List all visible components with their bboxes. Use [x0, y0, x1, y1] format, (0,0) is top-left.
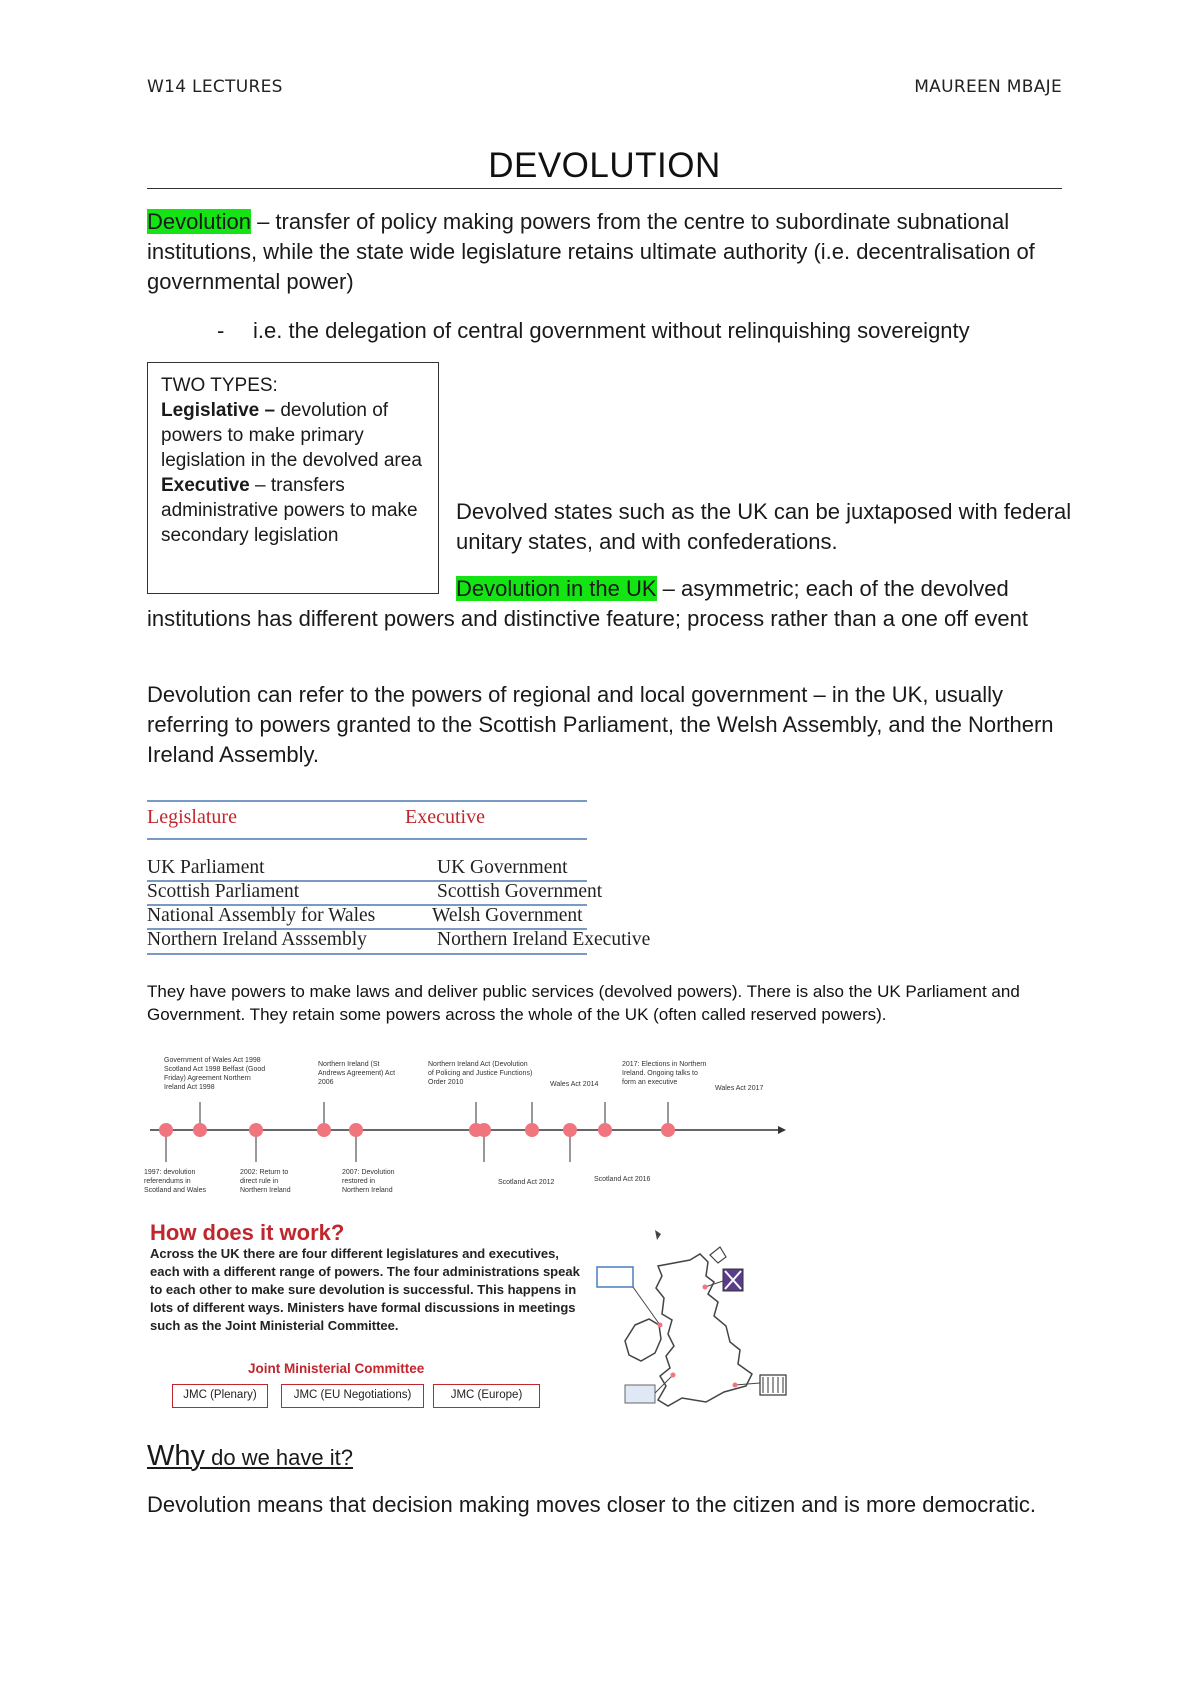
page-title: DEVOLUTION	[488, 146, 721, 185]
header-course: W14 LECTURES	[147, 77, 283, 97]
two-types-box	[147, 362, 439, 594]
why-rest: do we have it?	[205, 1445, 353, 1470]
uk-devolution-paragraph	[147, 574, 1067, 634]
timeline-dot	[661, 1123, 675, 1137]
table-header-legislature: Legislature	[147, 806, 237, 828]
highlight-uk-devolution: Devolution in the UK	[456, 576, 657, 601]
timeline-label: 2007: Devolution restored in Northern Ireland	[342, 1169, 395, 1194]
intro-text: – transfer of policy making powers from the centre to subordinate subnational institutions, while the state wide legislature retains ultimate authority (i.e. decentralisation of governmental power)	[147, 209, 1035, 294]
timeline-label: 2002: Return to direct rule in Northern Ireland	[240, 1169, 291, 1194]
jmc-eu-negotiations-box: JMC (EU Negotiations)	[281, 1384, 424, 1408]
legislative-term: Legislative –	[161, 400, 276, 421]
timeline-label: Northern Ireland (St Andrews Agreement) Act 2006	[318, 1061, 396, 1086]
timeline-dot	[193, 1123, 207, 1137]
table-header-executive: Executive	[405, 806, 485, 828]
timeline-arrow-icon	[778, 1126, 786, 1134]
timeline-label: Wales Act 2017	[715, 1085, 764, 1092]
timeline-dot	[598, 1123, 612, 1137]
header-author: MAUREEN MBAJE	[914, 77, 1062, 97]
timeline-dot	[477, 1123, 491, 1137]
timeline-dot	[349, 1123, 363, 1137]
types-heading: TWO TYPES:	[161, 375, 278, 396]
timeline-dot	[525, 1123, 539, 1137]
timeline-label: 2017: Elections in Northern Ireland. Ongoing talks to form an executive	[622, 1061, 707, 1086]
uk-map-icon	[595, 1225, 795, 1425]
title-underline	[147, 188, 1062, 189]
table-cell: Northern Ireland Executive	[437, 929, 651, 950]
executive-text: – transfers administrative powers to make secondary legislation	[161, 475, 418, 546]
timeline-label: Government of Wales Act 1998 Scotland Act 1998 Belfast (Good Friday) Agreement Northern Ireland Act 1998	[164, 1057, 266, 1091]
timeline-label: Wales Act 2014	[550, 1081, 599, 1088]
timeline-label: 1997: devolution referendums in Scotland and Wales	[144, 1169, 206, 1194]
table-cell: Welsh Government	[432, 905, 583, 926]
executive-term: Executive	[161, 475, 250, 496]
table-rule	[147, 953, 587, 955]
types-legislative	[161, 398, 426, 473]
timeline-label: Scotland Act 2016	[594, 1176, 651, 1183]
uk-devolution-text: – asymmetric; each of the devolved institutions has different powers and distinctive feature; process rather than a one off event	[147, 576, 1028, 631]
juxtapose-paragraph: Devolved states such as the UK can be juxtaposed with federal unitary states, and with confederations.	[456, 499, 1072, 554]
table-cell: UK Government	[437, 857, 568, 878]
intro-paragraph	[147, 207, 1067, 297]
why-word: Why	[147, 1440, 205, 1472]
table-cell: Scottish Government	[437, 881, 603, 902]
jmc-europe-box: JMC (Europe)	[433, 1384, 540, 1408]
table-cell: National Assembly for Wales	[147, 905, 376, 926]
jmc-title: Joint Ministerial Committee	[248, 1361, 425, 1376]
legislature-executive-table	[147, 800, 687, 970]
timeline-label: Scotland Act 2012	[498, 1179, 555, 1186]
timeline-dot	[563, 1123, 577, 1137]
why-heading	[147, 1440, 353, 1473]
how-body: Across the UK there are four different legislatures and executives, each with a different range of powers. The four administrations speak to each other to make sure devolution is successful. This happens in lots of different ways. Ministers have formal discussions in meetings such as the Joint Ministerial Committee.	[150, 1246, 580, 1333]
conclusion-paragraph: Devolution means that decision making moves closer to the citizen and is more democratic.	[147, 1492, 1036, 1517]
table-rule	[147, 838, 587, 840]
highlight-devolution: Devolution	[147, 209, 251, 234]
powers-paragraph: They have powers to make laws and deliver public services (devolved powers). There is also the UK Parliament and Government. They retain some powers across the whole of the UK (often called reserved powers).	[147, 982, 1020, 1024]
timeline-dot	[249, 1123, 263, 1137]
types-executive	[161, 473, 426, 548]
legislative-text: devolution of powers to make primary legislation in the devolved area	[161, 400, 422, 471]
devolution-timeline	[144, 1050, 790, 1225]
table-cell: Northern Ireland Asssembly	[147, 929, 367, 950]
table-cell: UK Parliament	[147, 857, 265, 878]
bullet-dash: -	[217, 318, 225, 343]
bullet-item	[217, 316, 970, 346]
table-rule	[147, 800, 587, 802]
timeline-dot	[159, 1123, 173, 1137]
timeline-label: Northern Ireland Act (Devolution of Policing and Justice Functions) Order 2010	[428, 1061, 533, 1086]
timeline-dot	[317, 1123, 331, 1137]
bullet-text: i.e. the delegation of central government without relinquishing sovereignty	[253, 318, 970, 343]
regional-paragraph: Devolution can refer to the powers of regional and local government – in the UK, usually referring to powers granted to the Scottish Parliament, the Welsh Assembly, and the Northern Ireland Assembly.	[147, 682, 1054, 767]
how-title: How does it work?	[150, 1220, 345, 1245]
table-cell: Scottish Parliament	[147, 881, 300, 902]
jmc-plenary-box: JMC (Plenary)	[172, 1384, 268, 1408]
